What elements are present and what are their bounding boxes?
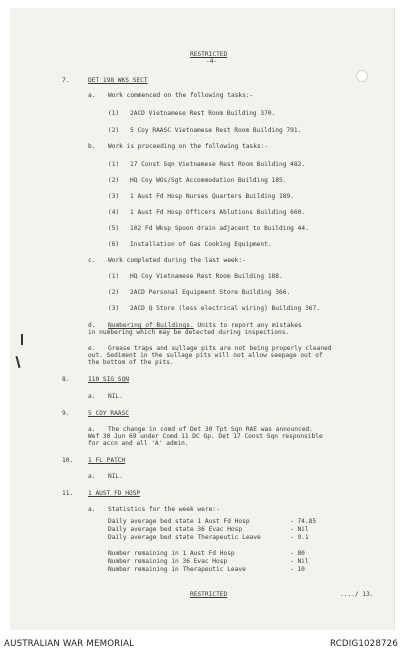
- para-text-cont: Units to report any mistakes: [193, 322, 302, 329]
- para-text: Work is proceeding on the following tasks:-: [108, 143, 269, 150]
- para-text: NIL.: [108, 393, 123, 400]
- para-letter: c.: [88, 257, 96, 264]
- item-text: 102 Fd Wksp Spoon drain adjacent to Building 44.: [130, 225, 309, 232]
- para-text: in numbering which may be detected during inspections.: [88, 329, 290, 336]
- para-text: NIL.: [108, 473, 123, 480]
- stat-value: - 74.85: [290, 518, 317, 525]
- item-text: 1 Aust Fd Hosp Officers Ablutions Building 660.: [130, 209, 306, 216]
- stat-value: - Nil: [290, 558, 309, 565]
- stat-value: - 80: [290, 550, 305, 557]
- item-number: (6): [108, 241, 120, 248]
- margin-mark: [21, 334, 23, 345]
- item-number: (3): [108, 305, 120, 312]
- stat-value: - 10: [290, 566, 305, 573]
- item-number: (3): [108, 193, 120, 200]
- section-number: 7.: [62, 77, 70, 84]
- section-title: 1 AUST FD HOSP: [88, 490, 141, 497]
- stat-label: Daily average bed state 36 Evac Hosp: [108, 526, 243, 533]
- item-text: 5 Coy RAASC Vietnamese Rest Room Building 791.: [130, 127, 302, 134]
- para-text: Work commenced on the following tasks:-: [108, 92, 254, 99]
- para-text: out. Sediment in the sullage pits will not allow seepage out of: [88, 352, 323, 359]
- classification-footer: RESTRICTED: [190, 591, 228, 598]
- stat-label: Number remaining in 36 Evac Hosp: [108, 558, 228, 565]
- section-title: 110 SIG SQN: [88, 376, 129, 383]
- para-text: Grease traps and sullage pits are not being properly cleaned: [108, 345, 332, 352]
- para-letter: b.: [88, 143, 96, 150]
- para-text: Work completed during the last week:-: [108, 257, 246, 264]
- stat-label: Daily average bed state Therapeutic Leave: [108, 534, 261, 541]
- item-text: HQ Coy WOs/Sgt Accommodation Building 185.: [130, 177, 287, 184]
- stat-label: Number remaining in Therapeutic Leave: [108, 566, 246, 573]
- item-text: 2ACD Vietnamese Rest Room Building 370.: [130, 110, 276, 117]
- item-text: Installation of Gas Cooking Equipment.: [130, 241, 272, 248]
- para-text: the bottom of the pits.: [88, 359, 174, 366]
- para-heading: Numbering of Buildings.: [108, 322, 194, 329]
- section-title: 5 COY RAASC: [88, 410, 129, 417]
- para-letter: a.: [88, 426, 96, 433]
- para-text: Wef 30 Jun 69 under Comd 11 DC Gp. Det 17 Const Sqn responsible: [88, 433, 323, 440]
- para-text: The change in comd of Det 30 Tpt Sqn RAE was announced.: [108, 426, 313, 433]
- archive-reference: RCDIG1028726: [329, 639, 398, 649]
- item-number: (1): [108, 161, 120, 168]
- section-number: 11.: [62, 490, 74, 497]
- continuation-marker: ..../ 13.: [340, 591, 374, 598]
- archive-footer: [0, 636, 402, 654]
- section-title: 1 FL PATCH: [88, 457, 126, 464]
- para-letter: e.: [88, 345, 96, 352]
- archive-name: AUSTRALIAN WAR MEMORIAL: [4, 639, 135, 649]
- margin-mark: [15, 356, 20, 368]
- item-text: 2ACD Personal Equipment Store Building 366.: [130, 289, 291, 296]
- stat-value: - Nil: [290, 526, 309, 533]
- stat-label: Daily average bed state 1 Aust Fd Hosp: [108, 518, 250, 525]
- punch-hole: [356, 70, 368, 82]
- page-number: -4-: [206, 58, 218, 65]
- stat-label: Number remaining in 1 Aust Fd Hosp: [108, 550, 235, 557]
- para-text: for accn and all 'A' admin.: [88, 440, 189, 447]
- item-text: 17 Const Sqn Vietnamese Rest Room Building 482.: [130, 161, 306, 168]
- para-letter: a.: [88, 393, 96, 400]
- para-letter: a.: [88, 506, 96, 513]
- para-letter: d.: [88, 322, 96, 329]
- item-number: (1): [108, 110, 120, 117]
- stat-value: - 9.1: [290, 534, 309, 541]
- item-text: HQ Coy Vietnamese Rest Room Building 188.: [130, 273, 283, 280]
- item-number: (5): [108, 225, 120, 232]
- classification-header: RESTRICTED: [190, 51, 228, 58]
- para-text: Statistics for the week were:-: [108, 506, 220, 513]
- item-number: (1): [108, 273, 120, 280]
- item-number: (2): [108, 289, 120, 296]
- item-number: (2): [108, 177, 120, 184]
- item-number: (4): [108, 209, 120, 216]
- section-number: 10.: [62, 457, 74, 464]
- item-number: (2): [108, 127, 120, 134]
- para-letter: a.: [88, 92, 96, 99]
- item-text: 1 Aust Fd Hosp Nurses Quarters Building 189.: [130, 193, 294, 200]
- section-number: 8.: [62, 376, 70, 383]
- section-title: DET 198 WKS SECT: [88, 77, 148, 84]
- document-page: [10, 8, 395, 630]
- item-text: 2ACD Q Store (less electrical wiring) Building 367.: [130, 305, 320, 312]
- para-letter: a.: [88, 473, 96, 480]
- section-number: 9.: [62, 410, 70, 417]
